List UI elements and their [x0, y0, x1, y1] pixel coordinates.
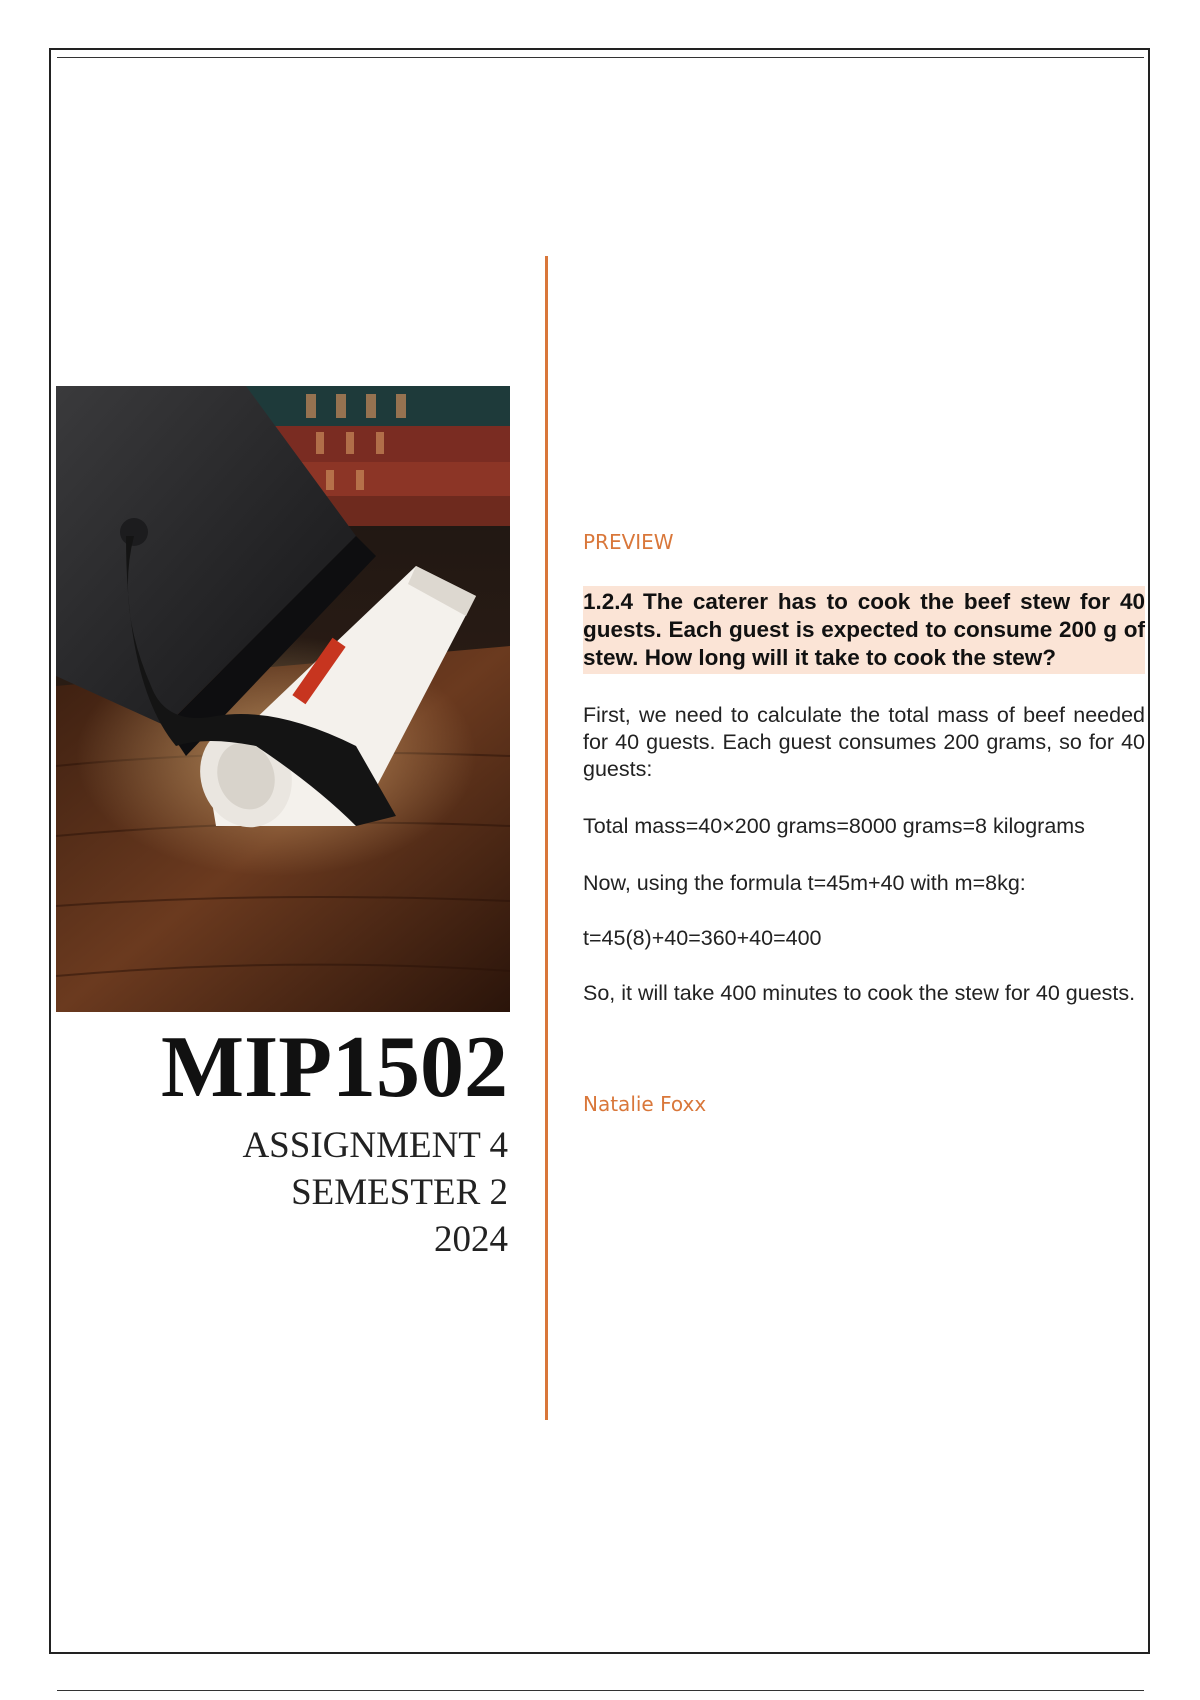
- semester-label: SEMESTER 2: [291, 1172, 508, 1213]
- top-rule: [57, 57, 1144, 58]
- year-label: 2024: [434, 1219, 508, 1260]
- answer-paragraph: First, we need to calculate the total mass of beef needed for 40 guests. Each guest consumes 200 grams, so for 40 guests:: [583, 703, 1145, 781]
- assignment-label: ASSIGNMENT 4: [242, 1125, 508, 1166]
- course-code: MIP1502: [160, 1019, 508, 1116]
- question-text: 1.2.4 The caterer has to cook the beef stew for 40 guests. Each guest is expected to consume 200 g of stew. How long will it take to cook the stew?: [583, 586, 1145, 674]
- answer-paragraph: So, it will take 400 minutes to cook the stew for 40 guests.: [583, 981, 1136, 1005]
- answer-paragraph: t=45(8)+40=360+40=400: [583, 926, 822, 950]
- answer-paragraph: Now, using the formula t=45m+40 with m=8kg:: [583, 871, 1026, 895]
- answer-paragraph: Total mass=40×200 grams=8000 grams=8 kilograms: [583, 814, 1085, 838]
- graduation-cap-image: [56, 386, 510, 1012]
- vertical-divider: [545, 256, 548, 1420]
- preview-label: PREVIEW: [583, 530, 674, 554]
- author-name: Natalie Foxx: [583, 1092, 707, 1116]
- bottom-rule: [57, 1690, 1144, 1691]
